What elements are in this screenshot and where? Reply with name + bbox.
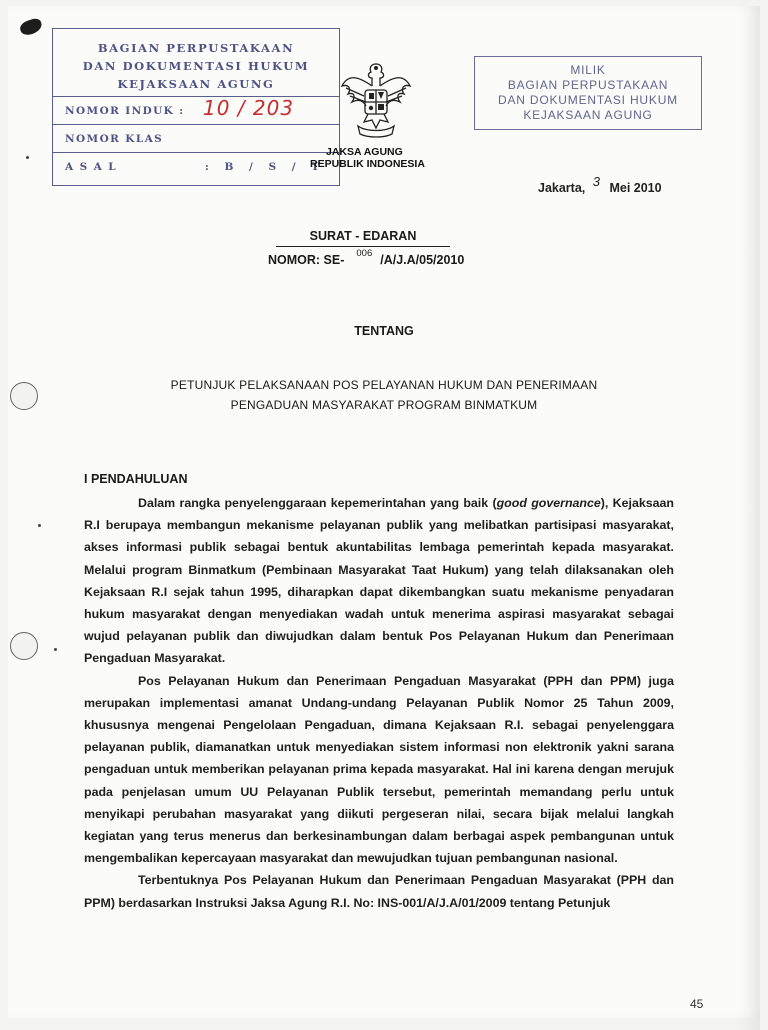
stamp-row-nomor-induk <box>53 97 339 125</box>
stamp-line-2: DAN DOKUMENTASI HUKUM <box>82 59 310 73</box>
date-day-handwritten: 3 <box>592 174 600 189</box>
nomor-klas-label: NOMOR KLAS <box>65 133 164 145</box>
stamp-row-nomor-klas <box>53 125 339 153</box>
subject-line-1: PETUNJUK PELAKSANAAN POS PELAYANAN HUKUM DAN PENERIMAAN <box>170 378 598 392</box>
paragraph-2: Pos Pelayanan Hukum dan Penerimaan Pengaduan Masyarakat (PPH dan PPM) juga merupakan implementasi amanat Undang-undang Pelayanan Publik Nomor 25 Tahun 2009, khususnya mengenai Pengelolaan Pengaduan, dimana Kejaksaan R.I. sebagai penyelenggara pelayanan publik, diamanatkan untuk menyediakan sistem informasi non elektronik yakni sarana pengaduan untuk memberikan pelayanan prima kepada masyarakat. Hal ini karena dengan merujuk pada penjelasan umum UU Pelayanan Publik tersebut, pemerintah memandang perlu untuk menyikapi perubahan masyarakat yang diikuti pergeseran nilai, secara bijak melalui langkah kegiatan yang terus menerus dan berkesinambungan dalam berbagai aspek pembangunan untuk mengembalikan kepercayaan masyarakat dan mewujudkan tujuan pembangunan nasional. <box>84 673 674 866</box>
stamp-right-line-3: DAN DOKUMENTASI HUKUM <box>498 93 678 107</box>
asal-value: : B / S / T <box>205 161 326 173</box>
stamp-row-asal <box>53 153 339 181</box>
stamp-line-1: BAGIAN PERPUSTAKAAN <box>97 41 295 55</box>
paragraph-3: Terbentuknya Pos Pelayanan Hukum dan Penerimaan Pengaduan Masyarakat (PPH dan PPM) berdasarkan Instruksi Jaksa Agung R.I. No: INS-001/A/J.A/01/2009 tentang Petunjuk <box>84 873 674 910</box>
circular-title: SURAT - EDARAN <box>276 229 450 247</box>
date-place: Jakarta, <box>538 181 586 195</box>
library-stamp-right <box>474 56 702 130</box>
nomor-induk-label: NOMOR INDUK : <box>65 105 185 117</box>
scan-speck <box>54 648 57 651</box>
scan-speck <box>26 156 29 159</box>
scan-shadow <box>738 6 760 1030</box>
issuer-line-2: REPUBLIK INDONESIA <box>310 158 425 170</box>
library-stamp-left <box>52 28 340 186</box>
stamp-right-line-2: BAGIAN PERPUSTAKAAN <box>507 78 669 92</box>
circular-number <box>268 248 465 267</box>
scan-speck <box>38 524 41 527</box>
section-heading: I PENDAHULUAN <box>84 472 188 486</box>
about-heading: TENTANG <box>354 324 414 338</box>
garuda-emblem-icon <box>338 56 414 142</box>
letter-date <box>538 174 662 195</box>
punch-hole <box>10 382 38 410</box>
stamp-right-line-1: MILIK <box>570 63 606 77</box>
stamp-right-line-4: KEJAKSAAN AGUNG <box>523 108 653 122</box>
circular-number-prefix: NOMOR: SE- <box>268 253 345 267</box>
paragraph-1-italic: good governance <box>496 496 601 510</box>
page-number: 45 <box>690 997 704 1011</box>
body-text <box>84 492 674 914</box>
circular-number-suffix: /A/J.A/05/2010 <box>380 253 465 267</box>
paragraph-1 <box>84 492 674 670</box>
date-month-year: Mei 2010 <box>609 181 662 195</box>
issuer-block <box>310 146 450 170</box>
stamp-line-3: KEJAKSAAN AGUNG <box>117 77 275 91</box>
paragraph-1-part-a: Dalam rangka penyelenggaraan kepemerintahan yang baik ( <box>138 496 497 510</box>
document-page <box>8 6 760 1018</box>
nomor-induk-handwritten: 10 / 203 <box>203 96 295 120</box>
punch-hole <box>10 632 38 660</box>
issuer-line-1: JAKSA AGUNG <box>326 146 403 158</box>
subject-line-2: PENGADUAN MASYARAKAT PROGRAM BINMATKUM <box>230 398 538 412</box>
asal-label: A S A L <box>65 161 118 173</box>
subject-heading <box>88 375 680 415</box>
paragraph-1-part-b: ), Kejaksaan R.I berupaya membangun mekanisme pelayanan publik yang melibatkan partisipasi masyarakat, akses informasi publik sebagai bentuk akuntabilitas lembaga pemerintah kepada masyarakat. Melalui program Binmatkum (Pembinaan Masyarakat Taat Hukum) yang telah dilaksanakan oleh Kejaksaan R.I sejak tahun 1995, diharapkan dapat dikembangkan suatu mekanisme penyadaran hukum masyarakat dengan menyediakan wadah untuk menerima aspirasi masyarakat sebagai wujud pelayanan publik dan diwujudkan dalam bentuk Pos Pelayanan Hukum dan Penerimaan Pengaduan Masyarakat. <box>84 496 674 666</box>
stamp-header <box>53 29 339 97</box>
circular-number-value: 006 <box>356 248 373 259</box>
ink-blot <box>18 17 43 37</box>
